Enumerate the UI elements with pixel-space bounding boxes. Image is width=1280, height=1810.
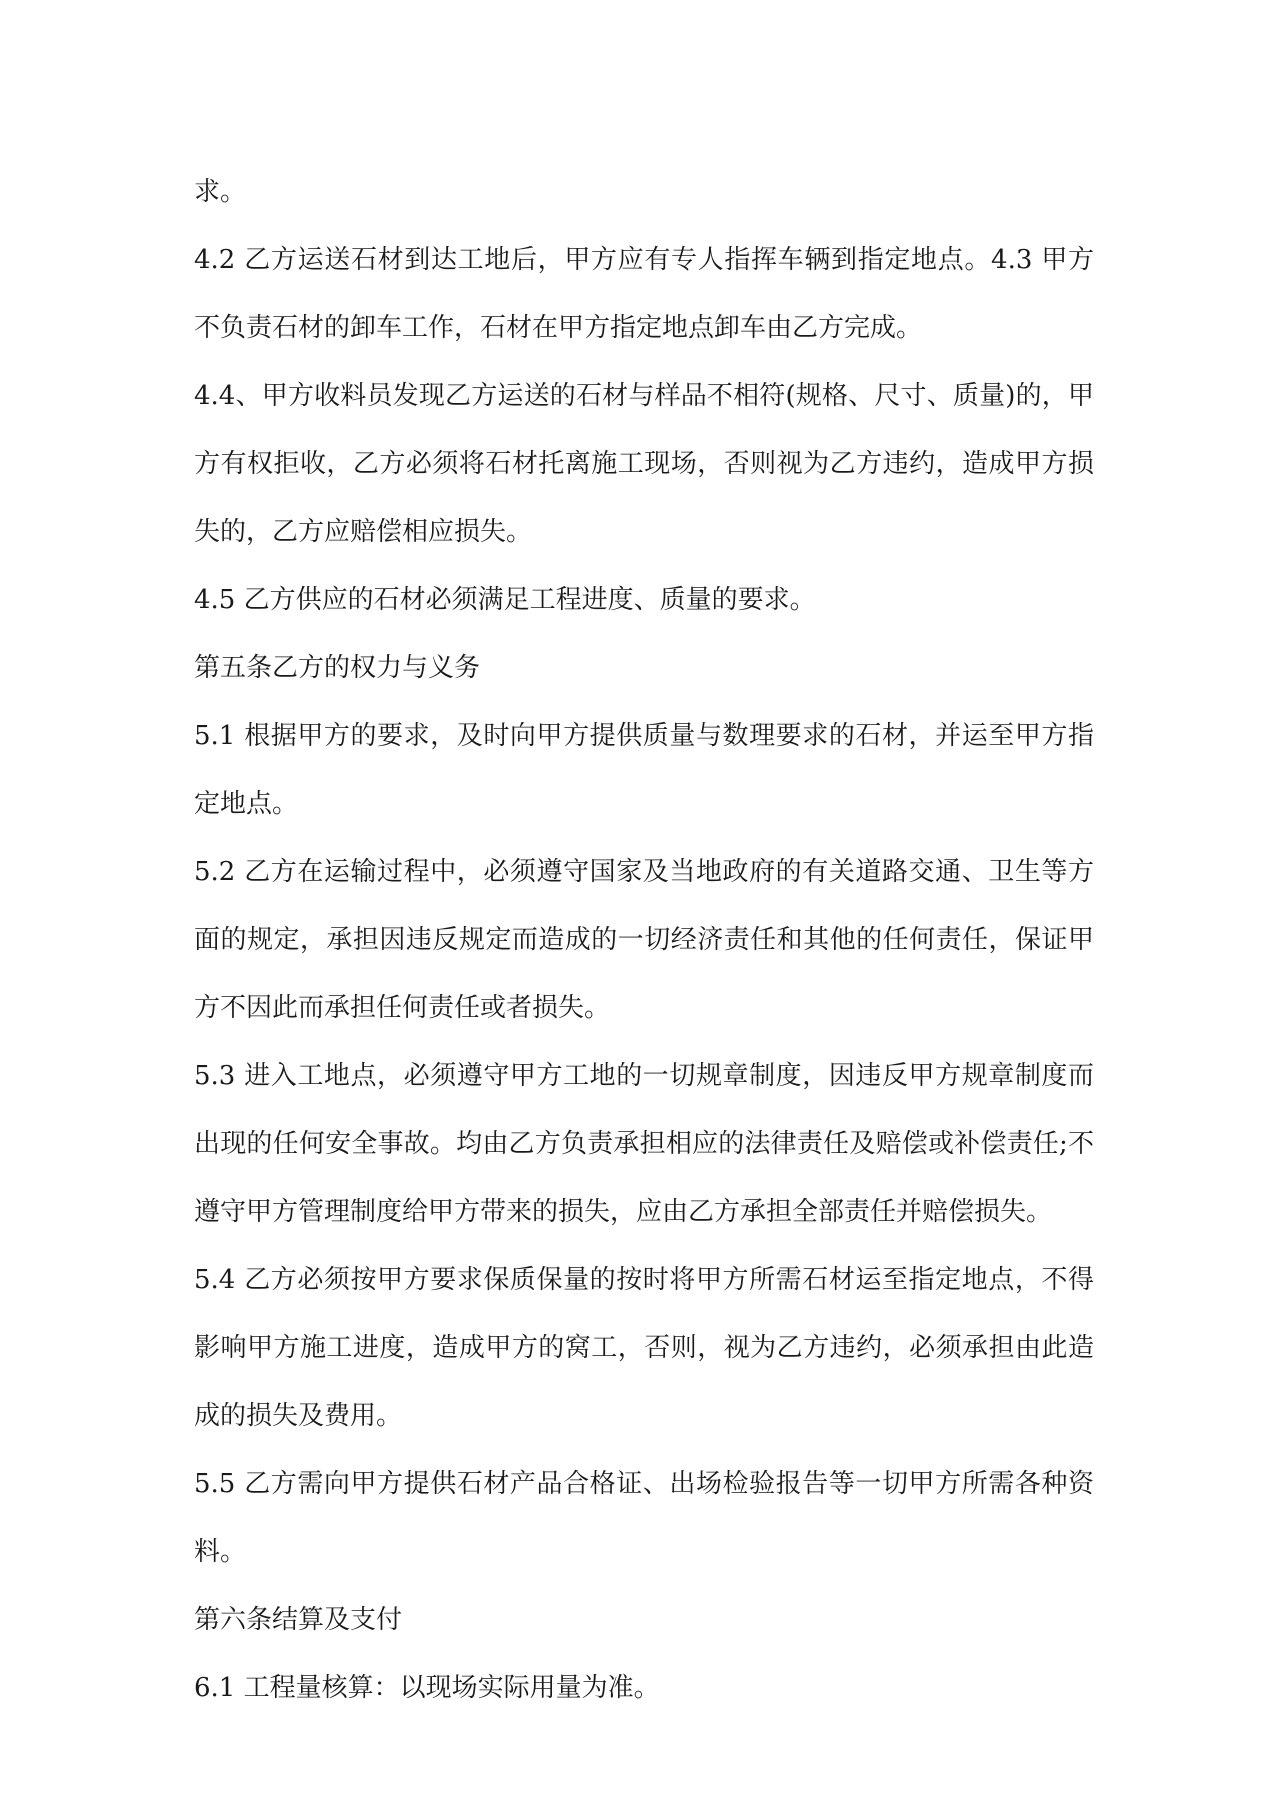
paragraph-continuation: 求。 <box>194 177 247 207</box>
paragraph-5-4: 5.4 乙方必须按甲方要求保质保量的按时将甲方所需石材运至指定地点，不得影响甲方施工进度，造成甲方的窝工，否则，视为乙方违约，必须承担由此造成的损失及费用。 <box>194 1265 1094 1431</box>
section-heading-5: 第五条乙方的权力与义务 <box>194 653 481 683</box>
document-body <box>194 158 1094 1722</box>
paragraph-5-3: 5.3 进入工地点，必须遵守甲方工地的一切规章制度，因违反甲方规章制度而出现的任何安全事故。均由乙方负责承担相应的法律责任及赔偿或补偿责任;不遵守甲方管理制度给甲方带来的损失，应由乙方承担全部责任并赔偿损失。 <box>194 1061 1094 1227</box>
paragraph-5-1: 5.1 根据甲方的要求，及时向甲方提供质量与数理要求的石材，并运至甲方指定地点。 <box>194 721 1094 819</box>
section-heading-6: 第六条结算及支付 <box>194 1605 403 1635</box>
paragraph-4-4: 4.4、甲方收料员发现乙方运送的石材与样品不相符(规格、尺寸、质量)的，甲方有权拒收，乙方必须将石材托离施工现场，否则视为乙方违约，造成甲方损失的，乙方应赔偿相应损失。 <box>194 381 1094 547</box>
paragraph-5-2: 5.2 乙方在运输过程中，必须遵守国家及当地政府的有关道路交通、卫生等方面的规定，承担因违反规定而造成的一切经济责任和其他的任何责任，保证甲方不因此而承担任何责任或者损失。 <box>194 857 1094 1023</box>
paragraph-5-5: 5.5 乙方需向甲方提供石材产品合格证、出场检验报告等一切甲方所需各种资料。 <box>194 1469 1094 1567</box>
paragraph-4-2: 4.2 乙方运送石材到达工地后，甲方应有专人指挥车辆到指定地点。4.3 甲方不负责石材的卸车工作，石材在甲方指定地点卸车由乙方完成。 <box>194 245 1094 343</box>
paragraph-4-5: 4.5 乙方供应的石材必须满足工程进度、质量的要求。 <box>194 585 816 615</box>
paragraph-6-1: 6.1 工程量核算：以现场实际用量为准。 <box>194 1673 660 1703</box>
